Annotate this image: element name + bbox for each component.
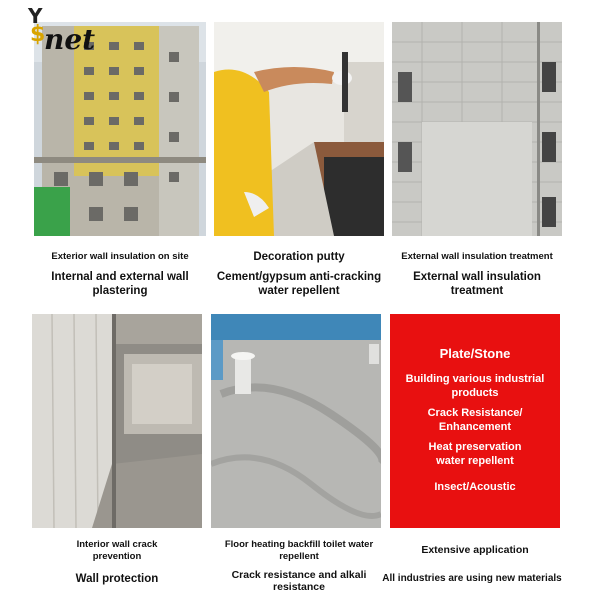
subtitle-wall-plastering: Internal and external wall plastering — [51, 271, 189, 297]
photo-decoration-putty — [214, 22, 384, 236]
logo-ys-mark: Y — [28, 4, 43, 28]
subtitle-all-industries: All industries are using new materials — [382, 573, 562, 584]
panel-item-heat-preservation: Heat preservation water repellent — [428, 441, 522, 467]
subtitle-wall-protection: Wall protection — [75, 573, 159, 585]
panel-title: Plate/Stone — [439, 346, 511, 361]
caption-exterior-wall-insulation: Exterior wall insulation on site — [51, 251, 189, 262]
photo-external-wall-insulation — [392, 22, 562, 236]
photo-interior-wall — [32, 314, 202, 528]
panel-item-insect-acoustic: Insect/Acoustic — [434, 481, 516, 493]
subtitle-external-wall-treatment: External wall insulation treatment — [413, 271, 541, 297]
panel-item-crack-resistance: Crack Resistance/ Enhancement — [427, 407, 523, 433]
caption-interior-wall-crack: Interior wall crack prevention — [76, 539, 158, 562]
logo-net-text: net — [44, 23, 96, 56]
photo-floor-heating-backfill — [211, 314, 381, 528]
subtitle-anti-cracking: Cement/gypsum anti-cracking water repellent — [216, 271, 382, 297]
caption-extensive-application: Extensive application — [421, 544, 529, 556]
caption-external-wall-treatment: External wall insulation treatment — [401, 251, 553, 262]
logo-s-mark: $ — [30, 22, 46, 47]
panel-item-industrial-products: Building various industrial products — [405, 373, 545, 399]
subtitle-crack-alkali: Crack resistance and alkali resistance — [231, 569, 367, 593]
caption-floor-heating: Floor heating backfill toilet water repellent — [224, 539, 374, 562]
brand-logo — [28, 6, 108, 54]
application-panel — [390, 314, 560, 528]
caption-decoration-putty: Decoration putty — [253, 251, 345, 263]
